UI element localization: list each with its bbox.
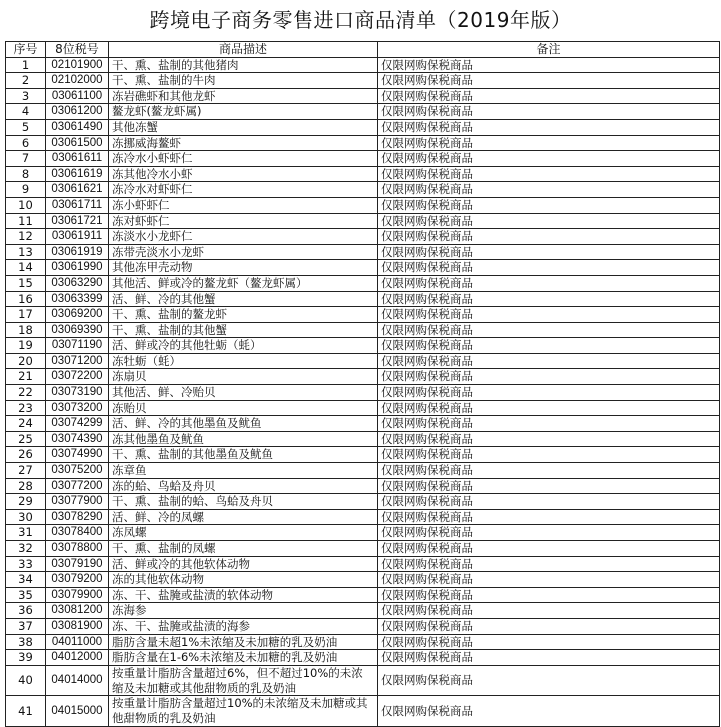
note-cell: 仅限网购保税商品 xyxy=(378,478,720,494)
note-cell: 仅限网购保税商品 xyxy=(378,135,720,151)
description-cell: 冻冷水对虾虾仁 xyxy=(109,182,378,198)
tariff-code-cell: 03061611 xyxy=(46,151,109,167)
seq-cell: 28 xyxy=(6,478,46,494)
note-cell: 仅限网购保税商品 xyxy=(378,463,720,479)
table-row xyxy=(6,73,720,89)
tariff-code-cell: 03061990 xyxy=(46,260,109,276)
tariff-code-cell: 03069390 xyxy=(46,322,109,338)
note-cell: 仅限网购保税商品 xyxy=(378,618,720,634)
table-row xyxy=(6,229,720,245)
tariff-code-cell: 03075200 xyxy=(46,463,109,479)
note-cell: 仅限网购保税商品 xyxy=(378,541,720,557)
note-cell: 仅限网购保税商品 xyxy=(378,166,720,182)
description-cell: 活、鲜、冷的其他墨鱼及鱿鱼 xyxy=(109,416,378,432)
tariff-code-cell: 03061721 xyxy=(46,213,109,229)
tariff-code-cell: 03061200 xyxy=(46,104,109,120)
description-cell: 按重量计脂肪含量超过10%的未浓缩及未加糖或其他甜物质的乳及奶油 xyxy=(109,696,378,727)
note-cell: 仅限网购保税商品 xyxy=(378,291,720,307)
tariff-code-cell: 04011000 xyxy=(46,634,109,650)
description-cell: 干、熏、盐制的其他猪肉 xyxy=(109,57,378,73)
note-cell: 仅限网购保税商品 xyxy=(378,494,720,510)
description-cell: 冻的其他软体动物 xyxy=(109,572,378,588)
note-cell: 仅限网购保税商品 xyxy=(378,525,720,541)
tariff-code-cell: 03071200 xyxy=(46,353,109,369)
note-cell: 仅限网购保税商品 xyxy=(378,151,720,167)
table-row xyxy=(6,338,720,354)
seq-cell: 12 xyxy=(6,229,46,245)
table-row xyxy=(6,385,720,401)
table-row xyxy=(6,556,720,572)
seq-cell: 7 xyxy=(6,151,46,167)
tariff-code-cell: 03061100 xyxy=(46,88,109,104)
seq-cell: 8 xyxy=(6,166,46,182)
tariff-code-cell: 03077900 xyxy=(46,494,109,510)
tariff-code-cell: 04015000 xyxy=(46,696,109,727)
tariff-code-cell: 03074299 xyxy=(46,416,109,432)
note-cell: 仅限网购保税商品 xyxy=(378,244,720,260)
note-cell: 仅限网购保税商品 xyxy=(378,572,720,588)
table-row xyxy=(6,572,720,588)
note-cell: 仅限网购保税商品 xyxy=(378,416,720,432)
table-row xyxy=(6,260,720,276)
table-row xyxy=(6,400,720,416)
table-row xyxy=(6,494,720,510)
table-row xyxy=(6,307,720,323)
description-cell: 冻章鱼 xyxy=(109,463,378,479)
note-cell: 仅限网购保税商品 xyxy=(378,353,720,369)
tariff-code-cell: 02101900 xyxy=(46,57,109,73)
description-cell: 冻贻贝 xyxy=(109,400,378,416)
table-row xyxy=(6,509,720,525)
seq-cell: 10 xyxy=(6,197,46,213)
tariff-code-cell: 02102000 xyxy=(46,73,109,89)
note-cell: 仅限网购保税商品 xyxy=(378,338,720,354)
tariff-code-cell: 03081200 xyxy=(46,603,109,619)
seq-cell: 39 xyxy=(6,650,46,666)
tariff-code-cell: 03063290 xyxy=(46,275,109,291)
seq-cell: 17 xyxy=(6,307,46,323)
description-cell: 冻岩礁虾和其他龙虾 xyxy=(109,88,378,104)
seq-cell: 23 xyxy=(6,400,46,416)
seq-cell: 2 xyxy=(6,73,46,89)
seq-cell: 20 xyxy=(6,353,46,369)
tariff-code-cell: 03061919 xyxy=(46,244,109,260)
seq-cell: 31 xyxy=(6,525,46,541)
tariff-code-cell: 03078290 xyxy=(46,509,109,525)
tariff-code-cell: 03071190 xyxy=(46,338,109,354)
tariff-code-cell: 03078400 xyxy=(46,525,109,541)
table-row xyxy=(6,104,720,120)
tariff-code-cell: 03061619 xyxy=(46,166,109,182)
table-row xyxy=(6,696,720,727)
seq-cell: 13 xyxy=(6,244,46,260)
table-row xyxy=(6,197,720,213)
description-cell: 干、熏、盐制的其他蟹 xyxy=(109,322,378,338)
description-cell: 冻小虾虾仁 xyxy=(109,197,378,213)
table-row xyxy=(6,119,720,135)
header-tariff-code: 8位税号 xyxy=(46,42,109,58)
seq-cell: 6 xyxy=(6,135,46,151)
tariff-code-cell: 03074390 xyxy=(46,431,109,447)
note-cell: 仅限网购保税商品 xyxy=(378,197,720,213)
table-row xyxy=(6,135,720,151)
seq-cell: 40 xyxy=(6,665,46,696)
tariff-code-cell: 04014000 xyxy=(46,665,109,696)
description-cell: 冻对虾虾仁 xyxy=(109,213,378,229)
note-cell: 仅限网购保税商品 xyxy=(378,119,720,135)
note-cell: 仅限网购保税商品 xyxy=(378,275,720,291)
seq-cell: 14 xyxy=(6,260,46,276)
note-cell: 仅限网购保税商品 xyxy=(378,556,720,572)
seq-cell: 24 xyxy=(6,416,46,432)
seq-cell: 34 xyxy=(6,572,46,588)
table-row xyxy=(6,291,720,307)
note-cell: 仅限网购保税商品 xyxy=(378,587,720,603)
note-cell: 仅限网购保税商品 xyxy=(378,213,720,229)
note-cell: 仅限网购保税商品 xyxy=(378,229,720,245)
table-row xyxy=(6,603,720,619)
seq-cell: 27 xyxy=(6,463,46,479)
description-cell: 冻海参 xyxy=(109,603,378,619)
header-description: 商品描述 xyxy=(109,42,378,58)
description-cell: 脂肪含量未超1%未浓缩及未加糖的乳及奶油 xyxy=(109,634,378,650)
note-cell: 仅限网购保税商品 xyxy=(378,400,720,416)
seq-cell: 33 xyxy=(6,556,46,572)
table-body xyxy=(6,57,720,726)
table-row xyxy=(6,275,720,291)
table-row xyxy=(6,541,720,557)
tariff-code-cell: 03061711 xyxy=(46,197,109,213)
description-cell: 脂肪含量在1-6%未浓缩及未加糖的乳及奶油 xyxy=(109,650,378,666)
description-cell: 冻扇贝 xyxy=(109,369,378,385)
seq-cell: 19 xyxy=(6,338,46,354)
tariff-code-cell: 03069200 xyxy=(46,307,109,323)
description-cell: 鳌龙虾(鳌龙虾属) xyxy=(109,104,378,120)
table-row xyxy=(6,463,720,479)
seq-cell: 25 xyxy=(6,431,46,447)
tariff-code-cell: 03061621 xyxy=(46,182,109,198)
table-row xyxy=(6,166,720,182)
description-cell: 干、熏、盐制的牛肉 xyxy=(109,73,378,89)
note-cell: 仅限网购保税商品 xyxy=(378,650,720,666)
note-cell: 仅限网购保税商品 xyxy=(378,104,720,120)
note-cell: 仅限网购保税商品 xyxy=(378,431,720,447)
seq-cell: 41 xyxy=(6,696,46,727)
note-cell: 仅限网购保税商品 xyxy=(378,603,720,619)
description-cell: 按重量计脂肪含量超过6%，但不超过10%的未浓缩及未加糖或其他甜物质的乳及奶油 xyxy=(109,665,378,696)
table-row xyxy=(6,322,720,338)
seq-cell: 1 xyxy=(6,57,46,73)
header-seq: 序号 xyxy=(6,42,46,58)
seq-cell: 26 xyxy=(6,447,46,463)
table-row xyxy=(6,618,720,634)
description-cell: 冻冷水小虾虾仁 xyxy=(109,151,378,167)
table-row xyxy=(6,182,720,198)
tariff-code-cell: 03061911 xyxy=(46,229,109,245)
seq-cell: 21 xyxy=(6,369,46,385)
table-row xyxy=(6,447,720,463)
description-cell: 活、鲜或冷的其他牡蛎（蚝） xyxy=(109,338,378,354)
table-row xyxy=(6,369,720,385)
note-cell: 仅限网购保税商品 xyxy=(378,73,720,89)
description-cell: 冻凤螺 xyxy=(109,525,378,541)
seq-cell: 4 xyxy=(6,104,46,120)
note-cell: 仅限网购保税商品 xyxy=(378,509,720,525)
seq-cell: 16 xyxy=(6,291,46,307)
description-cell: 活、鲜或冷的其他软体动物 xyxy=(109,556,378,572)
seq-cell: 30 xyxy=(6,509,46,525)
tariff-code-cell: 03063399 xyxy=(46,291,109,307)
tariff-code-cell: 03079200 xyxy=(46,572,109,588)
table-row xyxy=(6,650,720,666)
description-cell: 冻、干、盐腌或盐渍的海参 xyxy=(109,618,378,634)
description-cell: 干、熏、盐制的鳌龙虾 xyxy=(109,307,378,323)
table-row xyxy=(6,416,720,432)
tariff-code-cell: 03079190 xyxy=(46,556,109,572)
table-row xyxy=(6,353,720,369)
table-row xyxy=(6,525,720,541)
description-cell: 干、熏、盐制的其他墨鱼及鱿鱼 xyxy=(109,447,378,463)
tariff-code-cell: 03061500 xyxy=(46,135,109,151)
description-cell: 其他冻蟹 xyxy=(109,119,378,135)
header-note: 备注 xyxy=(378,42,720,58)
table-row xyxy=(6,213,720,229)
description-cell: 冻淡水小龙虾仁 xyxy=(109,229,378,245)
table-row xyxy=(6,587,720,603)
table-header-row xyxy=(6,42,720,58)
seq-cell: 15 xyxy=(6,275,46,291)
table-row xyxy=(6,431,720,447)
table-row xyxy=(6,88,720,104)
note-cell: 仅限网购保税商品 xyxy=(378,385,720,401)
description-cell: 活、鲜、冷的凤螺 xyxy=(109,509,378,525)
description-cell: 其他冻甲壳动物 xyxy=(109,260,378,276)
seq-cell: 22 xyxy=(6,385,46,401)
tariff-code-cell: 03072200 xyxy=(46,369,109,385)
description-cell: 干、熏、盐制的蛤、鸟蛤及舟贝 xyxy=(109,494,378,510)
note-cell: 仅限网购保税商品 xyxy=(378,665,720,696)
note-cell: 仅限网购保税商品 xyxy=(378,88,720,104)
table-row xyxy=(6,151,720,167)
seq-cell: 5 xyxy=(6,119,46,135)
description-cell: 冻带壳淡水小龙虾 xyxy=(109,244,378,260)
tariff-code-cell: 03079900 xyxy=(46,587,109,603)
product-list-table xyxy=(5,41,720,727)
seq-cell: 29 xyxy=(6,494,46,510)
description-cell: 冻挪威海鳌虾 xyxy=(109,135,378,151)
tariff-code-cell: 03081900 xyxy=(46,618,109,634)
note-cell: 仅限网购保税商品 xyxy=(378,307,720,323)
tariff-code-cell: 03073190 xyxy=(46,385,109,401)
seq-cell: 37 xyxy=(6,618,46,634)
table-row xyxy=(6,478,720,494)
seq-cell: 36 xyxy=(6,603,46,619)
description-cell: 冻牡蛎（蚝） xyxy=(109,353,378,369)
tariff-code-cell: 03078800 xyxy=(46,541,109,557)
document-title: 跨境电子商务零售进口商品清单（2019年版） xyxy=(149,8,572,32)
note-cell: 仅限网购保税商品 xyxy=(378,322,720,338)
description-cell: 冻的蛤、鸟蛤及舟贝 xyxy=(109,478,378,494)
note-cell: 仅限网购保税商品 xyxy=(378,369,720,385)
table-row xyxy=(6,244,720,260)
tariff-code-cell: 03077200 xyxy=(46,478,109,494)
description-cell: 干、熏、盐制的凤螺 xyxy=(109,541,378,557)
tariff-code-cell: 03061490 xyxy=(46,119,109,135)
seq-cell: 3 xyxy=(6,88,46,104)
seq-cell: 32 xyxy=(6,541,46,557)
note-cell: 仅限网购保税商品 xyxy=(378,634,720,650)
tariff-code-cell: 04012000 xyxy=(46,650,109,666)
description-cell: 冻、干、盐腌或盐渍的软体动物 xyxy=(109,587,378,603)
description-cell: 冻其他墨鱼及鱿鱼 xyxy=(109,431,378,447)
description-cell: 冻其他冷水小虾 xyxy=(109,166,378,182)
table-row xyxy=(6,634,720,650)
seq-cell: 38 xyxy=(6,634,46,650)
note-cell: 仅限网购保税商品 xyxy=(378,57,720,73)
table-row xyxy=(6,57,720,73)
tariff-code-cell: 03073200 xyxy=(46,400,109,416)
note-cell: 仅限网购保税商品 xyxy=(378,447,720,463)
seq-cell: 35 xyxy=(6,587,46,603)
table-row xyxy=(6,665,720,696)
note-cell: 仅限网购保税商品 xyxy=(378,260,720,276)
description-cell: 其他活、鲜、冷贻贝 xyxy=(109,385,378,401)
tariff-code-cell: 03074990 xyxy=(46,447,109,463)
description-cell: 其他活、鲜或冷的鳌龙虾（鳌龙虾属） xyxy=(109,275,378,291)
seq-cell: 9 xyxy=(6,182,46,198)
note-cell: 仅限网购保税商品 xyxy=(378,696,720,727)
seq-cell: 18 xyxy=(6,322,46,338)
note-cell: 仅限网购保税商品 xyxy=(378,182,720,198)
description-cell: 活、鲜、冷的其他蟹 xyxy=(109,291,378,307)
seq-cell: 11 xyxy=(6,213,46,229)
